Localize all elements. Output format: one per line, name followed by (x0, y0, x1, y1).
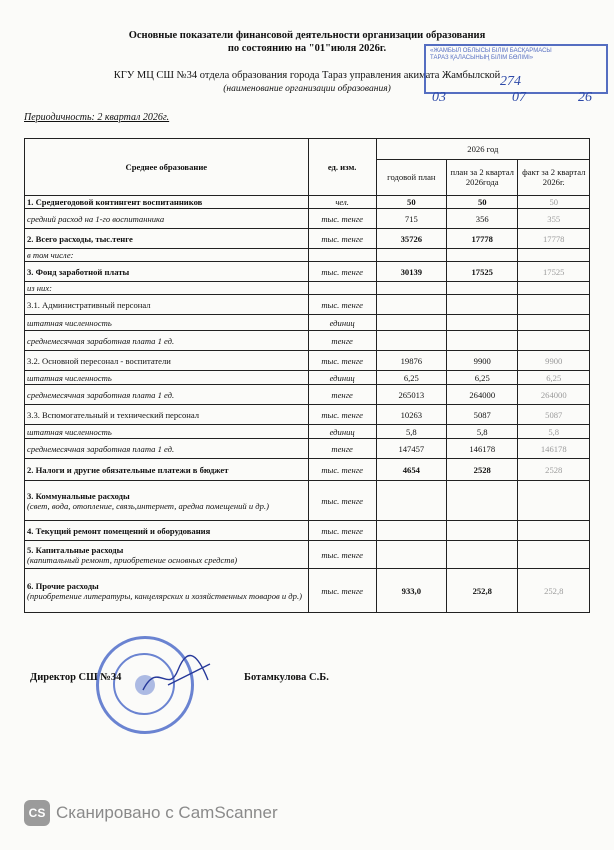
row-name-cell (25, 209, 309, 229)
row-name: 3. Коммунальные расходы (27, 490, 130, 501)
row-unit (308, 249, 376, 262)
row-q2-plan: 5,8 (447, 425, 518, 439)
row-name-cell (25, 405, 309, 425)
row-name-cell (25, 541, 309, 569)
row-annual-plan: 35726 (376, 229, 446, 249)
stamp-reg-day: 03 (432, 90, 446, 105)
row-name-cell (25, 262, 309, 282)
row-name: 3.3. Вспомогательный и технический персонал (27, 409, 200, 420)
row-q2-plan (447, 521, 518, 541)
row-annual-plan (376, 481, 446, 521)
row-name: в том числе: (27, 250, 74, 260)
row-q2-plan: 5087 (447, 405, 518, 425)
table-row (25, 385, 590, 405)
row-q2-plan (447, 295, 518, 315)
row-q2-fact: 17778 (518, 229, 590, 249)
doc-title-line2: по состоянию на "01"июля 2026г. (227, 43, 387, 54)
row-name: 3.1. Административный персонал (27, 299, 151, 310)
row-annual-plan (376, 521, 446, 541)
row-annual-plan (376, 249, 446, 262)
table-row (25, 569, 590, 613)
table-row (25, 481, 590, 521)
row-name: штатная численность (27, 317, 112, 328)
row-subtitle: (свет, вода, отопление, связь,интернет, аредна помещений и др.) (27, 500, 269, 511)
row-annual-plan: 30139 (376, 262, 446, 282)
row-name: из них: (27, 283, 53, 293)
row-q2-fact: 5087 (518, 405, 590, 425)
table-row (25, 405, 590, 425)
row-unit: единиц (308, 425, 376, 439)
row-annual-plan: 5,8 (376, 425, 446, 439)
row-q2-fact: 252,8 (518, 569, 590, 613)
row-q2-plan: 9900 (447, 351, 518, 371)
row-name: 6. Прочие расходы (27, 580, 99, 591)
row-name-cell (25, 439, 309, 459)
row-name: среднемесячная заработная плата 1 ед. (27, 389, 175, 400)
header-plan: план за 2 квартал 2026года (447, 159, 518, 195)
row-name-cell (25, 282, 309, 295)
row-q2-plan (447, 541, 518, 569)
row-q2-plan: 17525 (447, 262, 518, 282)
row-annual-plan (376, 315, 446, 331)
row-unit: чел. (308, 196, 376, 209)
row-q2-plan (447, 481, 518, 521)
row-q2-fact: 355 (518, 209, 590, 229)
row-q2-fact: 17525 (518, 262, 590, 282)
table-row (25, 315, 590, 331)
table-row (25, 229, 590, 249)
row-name-cell (25, 569, 309, 613)
header-year: 2026 год (376, 139, 589, 160)
stamp-line2: ТАРАЗ ҚАЛАСЫНЫҢ БІЛІМ БӨЛІМІ» (430, 55, 534, 61)
row-annual-plan: 265013 (376, 385, 446, 405)
row-unit: тыс. тенге (308, 405, 376, 425)
table-row (25, 459, 590, 481)
table-row (25, 425, 590, 439)
row-annual-plan: 147457 (376, 439, 446, 459)
row-name: 2. Всего расходы, тыс.тенге (27, 233, 133, 244)
financial-table (24, 138, 590, 613)
row-q2-plan: 17778 (447, 229, 518, 249)
table-row (25, 282, 590, 295)
row-annual-plan (376, 331, 446, 351)
row-name-cell (25, 425, 309, 439)
row-q2-fact: 5,8 (518, 425, 590, 439)
row-annual-plan (376, 295, 446, 315)
row-name-cell (25, 521, 309, 541)
table-row (25, 262, 590, 282)
row-q2-fact: 50 (518, 196, 590, 209)
table-row (25, 249, 590, 262)
row-unit: тыс. тенге (308, 481, 376, 521)
row-q2-fact (518, 295, 590, 315)
row-q2-plan: 356 (447, 209, 518, 229)
row-q2-plan (447, 331, 518, 351)
row-q2-plan: 50 (447, 196, 518, 209)
row-name-cell (25, 295, 309, 315)
row-name: 3.2. Основной пересонал - воспитатели (27, 355, 171, 366)
row-unit: тыс. тенге (308, 262, 376, 282)
row-annual-plan (376, 541, 446, 569)
header-name: Среднее образование (25, 139, 309, 196)
table-row (25, 521, 590, 541)
row-name-cell (25, 351, 309, 371)
row-q2-fact: 9900 (518, 351, 590, 371)
row-name: 4. Текущий ремонт помещений и оборудования (27, 525, 211, 536)
row-q2-fact: 146178 (518, 439, 590, 459)
table-row (25, 295, 590, 315)
row-annual-plan: 4654 (376, 459, 446, 481)
director-label: Директор СШ №34 (30, 672, 122, 683)
row-subtitle: (приобретение литературы, канцелярских и хозяйственных товаров и др.) (27, 590, 302, 601)
row-name: 2. Налоги и другие обязательные платежи в бюджет (27, 464, 229, 475)
row-name: среднемесячная заработная плата 1 ед. (27, 335, 175, 346)
row-name-cell (25, 371, 309, 385)
row-name-cell (25, 196, 309, 209)
table-row (25, 439, 590, 459)
stamp-reg-year: 26 (578, 90, 592, 105)
row-name: 3. Фонд заработной платы (27, 266, 130, 277)
row-name: штатная численность (27, 372, 112, 383)
director-name: Ботамкулова С.Б. (244, 672, 329, 683)
row-q2-fact: 6,25 (518, 371, 590, 385)
row-name: штатная численность (27, 426, 112, 437)
row-unit: тыс. тенге (308, 569, 376, 613)
row-subtitle: (капитальный ремонт, приобретение основных средств) (27, 554, 238, 565)
table-row (25, 196, 590, 209)
row-annual-plan: 6,25 (376, 371, 446, 385)
doc-title-line1: Основные показатели финансовой деятельности организации образования (128, 30, 486, 41)
director-signature (138, 650, 218, 700)
row-name-cell (25, 385, 309, 405)
row-name: 5. Капитальные расходы (27, 544, 124, 555)
row-q2-plan: 6,25 (447, 371, 518, 385)
periodicity: Периодичность: 2 квартал 2026г. (24, 112, 170, 123)
row-annual-plan: 933,0 (376, 569, 446, 613)
row-q2-fact (518, 541, 590, 569)
row-q2-plan (447, 315, 518, 331)
header-annual: годовой план (376, 159, 446, 195)
camscanner-text: Сканировано с CamScanner (56, 803, 278, 822)
row-unit: тенге (308, 385, 376, 405)
row-unit: тыс. тенге (308, 541, 376, 569)
table-row (25, 331, 590, 351)
row-unit: единиц (308, 371, 376, 385)
row-q2-plan: 146178 (447, 439, 518, 459)
row-q2-fact (518, 331, 590, 351)
row-name-cell (25, 459, 309, 481)
camscanner-footer (24, 800, 278, 826)
org-name: КГУ МЦ СШ №34 отдела образования города Тараз управления акимата Жамбылской (113, 70, 501, 81)
row-q2-plan (447, 282, 518, 295)
stamp-reg-no: 274 (500, 74, 521, 89)
row-q2-fact: 264000 (518, 385, 590, 405)
table-row (25, 541, 590, 569)
row-name-cell (25, 315, 309, 331)
table-row (25, 371, 590, 385)
row-name-cell (25, 331, 309, 351)
row-unit: тыс. тенге (308, 459, 376, 481)
row-annual-plan: 10263 (376, 405, 446, 425)
row-name: 1. Среднегодовой контингент воспитанников (27, 197, 203, 207)
row-name-cell (25, 249, 309, 262)
row-annual-plan: 50 (376, 196, 446, 209)
row-q2-fact (518, 521, 590, 541)
row-annual-plan: 715 (376, 209, 446, 229)
row-q2-plan: 264000 (447, 385, 518, 405)
row-q2-fact: 2528 (518, 459, 590, 481)
row-unit: тыс. тенге (308, 351, 376, 371)
row-q2-fact (518, 249, 590, 262)
row-unit: тенге (308, 439, 376, 459)
row-unit: тыс. тенге (308, 521, 376, 541)
org-caption: (наименование организации образования) (223, 84, 391, 94)
row-name: средний расход на 1-го воспитанника (27, 213, 165, 224)
row-q2-plan: 2528 (447, 459, 518, 481)
row-unit: тыс. тенге (308, 295, 376, 315)
stamp-line1: «ЖАМБЫЛ ОБЛЫСЫ БІЛІМ БАСҚАРМАСЫ (430, 48, 552, 54)
row-name: среднемесячная заработная плата 1 ед. (27, 443, 175, 454)
header-fact: факт за 2 квартал 2026г. (518, 159, 590, 195)
row-name-cell (25, 481, 309, 521)
camscanner-logo-icon: CS (24, 800, 50, 826)
row-unit: тыс. тенге (308, 209, 376, 229)
row-unit: единиц (308, 315, 376, 331)
row-unit: тенге (308, 331, 376, 351)
row-q2-plan: 252,8 (447, 569, 518, 613)
row-q2-fact (518, 282, 590, 295)
row-unit: тыс. тенге (308, 229, 376, 249)
row-annual-plan (376, 282, 446, 295)
header-unit: ед. изм. (308, 139, 376, 196)
row-annual-plan: 19876 (376, 351, 446, 371)
stamp-reg-month: 07 (512, 90, 526, 105)
row-q2-plan (447, 249, 518, 262)
row-name-cell (25, 229, 309, 249)
row-q2-fact (518, 315, 590, 331)
row-unit (308, 282, 376, 295)
table-row (25, 351, 590, 371)
table-row (25, 209, 590, 229)
row-q2-fact (518, 481, 590, 521)
